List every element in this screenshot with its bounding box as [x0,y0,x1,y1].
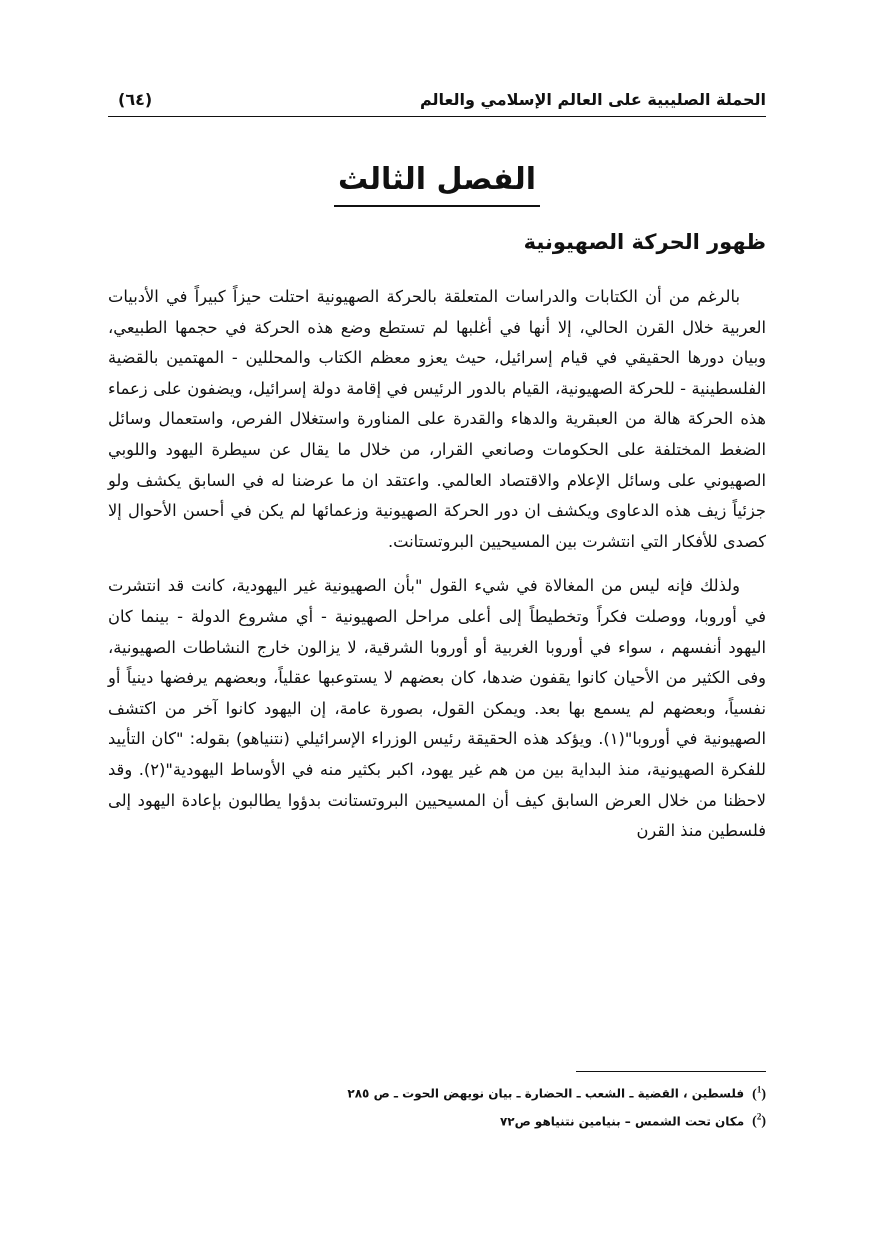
section-heading: ظهور الحركة الصهيونية [523,230,766,254]
running-title: الحملة الصليبية على العالم الإسلامي والعالم [419,90,766,109]
footnote-marker: ($^1$) [752,1084,766,1102]
page-number: (٦٤) [118,90,153,109]
running-header [108,88,766,117]
footnote-marker: ($^2$) [752,1111,766,1130]
chapter-title [108,162,766,207]
footnote-text: مكان تحت الشمس – بنيامين نتنياهو ص٧٢ [499,1114,745,1129]
chapter-title-text: الفصل الثالث [334,162,540,207]
footnote-1 [108,1078,766,1106]
paragraph: ولذلك فإنه ليس من المغالاة في شيء القول "بأن الصهيونية غير اليهودية، كانت قد انتشرت في أوروبا، ووصلت فكراً وتخطيطاً إلى أعلى مراحل الصهيونية - أي مشروع الدولة - بينما كان اليهود أنفسهم ، سواء في أوروبا الغربية أو أوروبا الشرقية، لا يزالون خارج النشاطات الصهيونية، وفى الكثير من الأحيان كانوا يقفون ضدها، كان بعضهم لا يستوعبها عقلياً، وبعضهم يرفضها دينياً أو نفسياً، وبعضهم لم يسمع بها بعد. ويمكن القول، بصورة عامة، إن اليهود كانوا آخر من اكتشف الصهيونية في أوروبا"(١). ويؤكد هذه الحقيقة رئيس الوزراء الإسرائيلي (نتنياهو) بقوله: "كان التأييد للفكرة الصهيونية، منذ البداية بين من هم غير يهود، اكبر بكثير منه في الأوساط اليهودية"(٢). وقد لاحظنا من خلال العرض السابق كيف أن المسيحيين البروتستانت بدؤوا يطالبون بإعادة اليهود إلى فلسطين منذ القرن [108,576,766,841]
footnote-text: فلسطين ، القضية ـ الشعب ـ الحضارة ـ بيان نويهض الحوت ـ ص ٢٨٥ [347,1086,745,1101]
body-text [108,282,766,861]
paragraph: بالرغم من أن الكتابات والدراسات المتعلقة بالحركة الصهيونية احتلت حيزاً كبيراً في الأدبيات العربية خلال القرن الحالي، إلا أنها في أغلبها لم تستطع وضع هذه الحركة في حجمها الطبيعي، وبيان دورها الحقيقي في قيام إسرائيل، حيث يعزو معظم الكتاب والمحللين - المهتمين بالقضية الفلسطينية - للحركة الصهيونية، القيام بالدور الرئيس في إقامة دولة إسرائيل، ويضفون على زعماء هذه الحركة هالة من العبقرية والدهاء والقدرة على المناورة واستغلال الفرص، واستعمال وسائل الضغط المختلفة على الحكومات وصانعي القرار، من خلال ما يقال عن سيطرة اليهود واللوبي الصهيوني على وسائل الإعلام والاقتصاد العالمي. واعتقد ان ما عرضنا له في السابق يكشف ولو جزئياً زيف هذه الدعاوى ويكشف ان دور الحركة الصهيونية وزعمائها لم يكن في أحسن الأحوال إلا كصدى للأفكار التي انتشرت بين المسيحيين البروتستانت. [108,287,766,551]
footnote-2 [108,1106,766,1134]
footnotes [108,1078,766,1133]
footnote-divider [576,1071,766,1072]
